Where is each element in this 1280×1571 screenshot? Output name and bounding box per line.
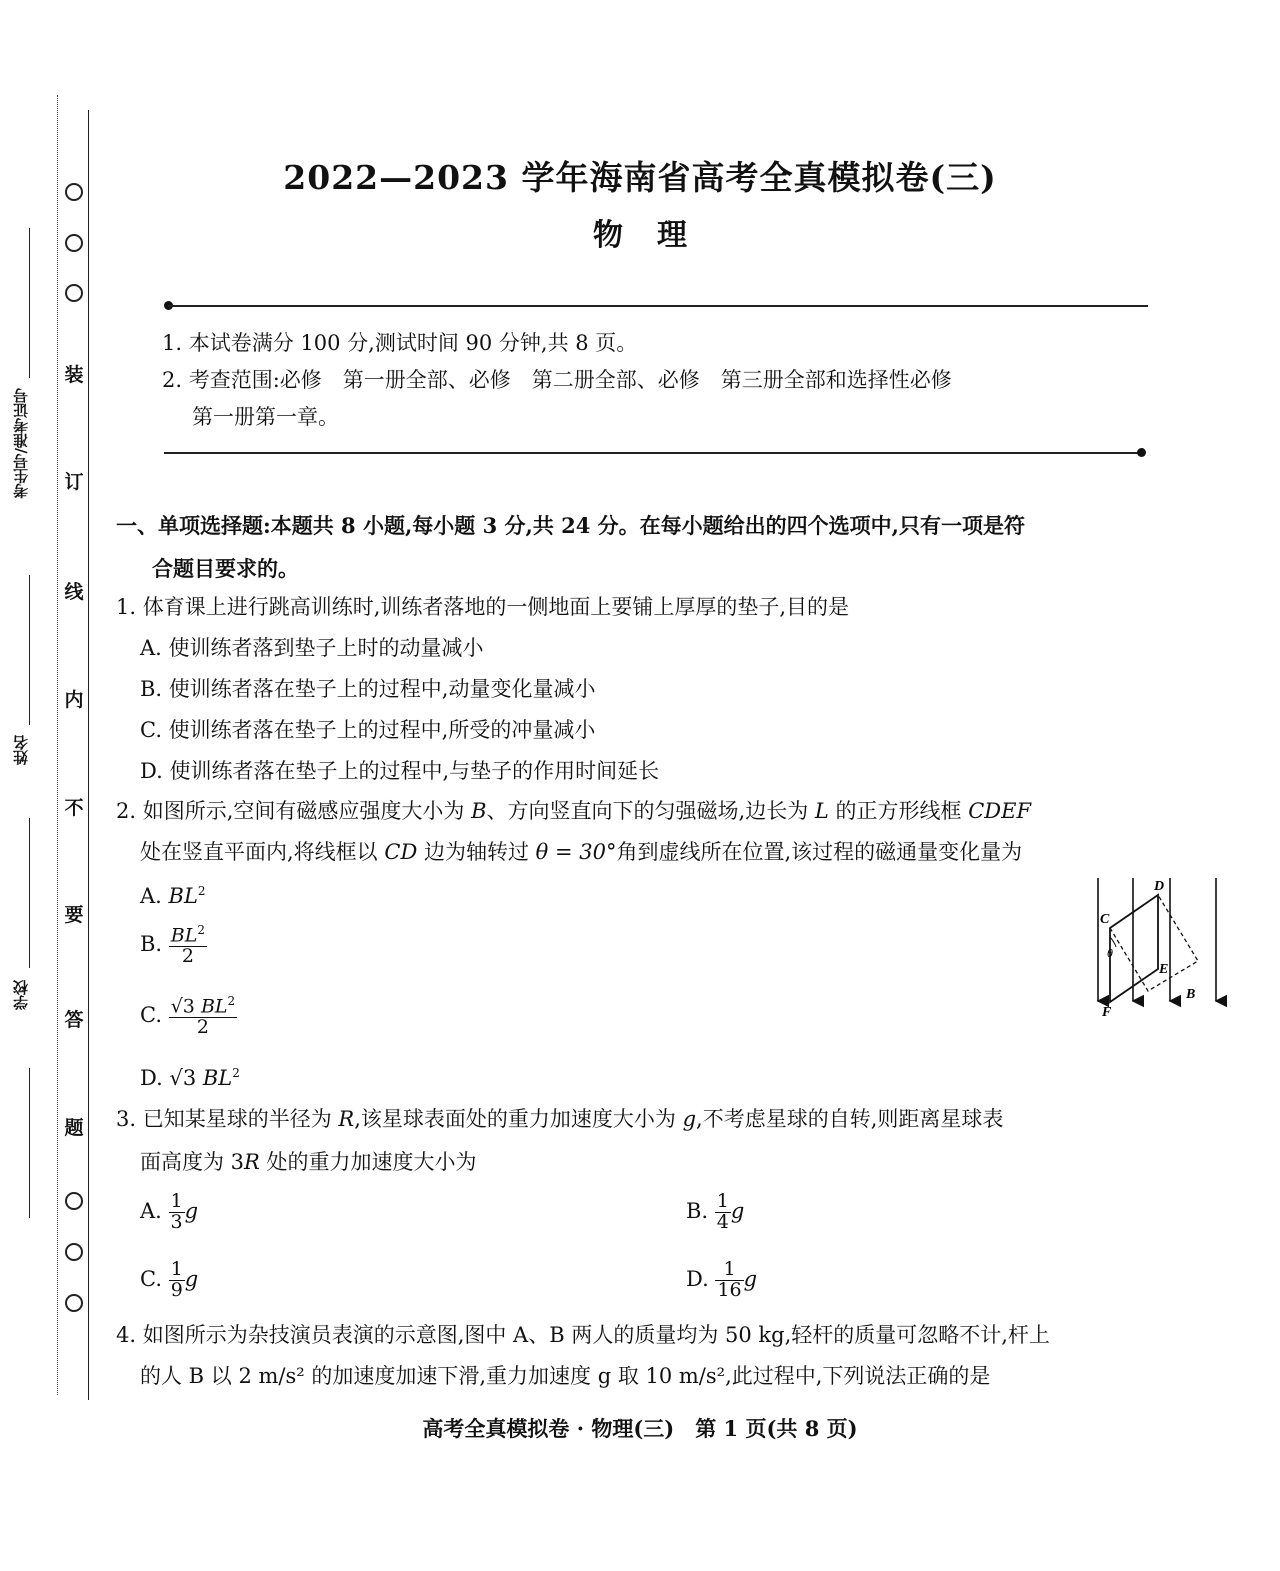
option-b: B. $\frac{BL^2}{2}$	[140, 923, 206, 968]
option-a: A. 使训练者落到垫子上时的动量减小	[140, 636, 484, 660]
exam-number-label: 考生号/准考证号	[12, 388, 30, 499]
question-stem: 的人 B 以 2 m/s² 的加速度加速下滑,重力加速度 g 取 10 m/s²,此过程中,下列说法正确的是	[140, 1364, 991, 1388]
rule-dot	[1137, 448, 1146, 457]
seal-char: 装	[64, 364, 84, 386]
seal-char: 题	[64, 1117, 84, 1139]
option-c: C. $\frac{√3 BL^2}{2}$	[140, 994, 236, 1039]
question-stem: 面高度为 3R 处的重力加速度大小为	[140, 1150, 477, 1174]
magnetic-field-figure	[1088, 873, 1228, 1023]
option-b: B. $\frac{1}{4}$ g	[686, 1190, 745, 1233]
section-heading: 合题目要求的。	[152, 556, 299, 581]
option-c: C. 使训练者落在垫子上的过程中,所受的冲量减小	[140, 718, 596, 742]
top-rule	[168, 305, 1148, 307]
svg-text:B: B	[1186, 987, 1196, 1002]
option-d: D. $\frac{1}{16}$ g	[686, 1258, 758, 1301]
school-blank[interactable]	[29, 818, 30, 968]
svg-text:D: D	[1154, 879, 1165, 894]
page-title: 2022—2023 学年海南省高考全真模拟卷(三)	[283, 158, 997, 197]
question-stem: 3. 已知某星球的半径为 R,该星球表面处的重力加速度大小为 g,不考虑星球的自转,则距离星球表	[116, 1107, 1004, 1131]
seal-char: 线	[64, 581, 84, 603]
binding-ring-icon	[65, 1192, 83, 1210]
option-d: D. 使训练者落在垫子上的过程中,与垫子的作用时间延长	[140, 759, 660, 783]
section-heading: 一、单项选择题:本题共 8 小题,每小题 3 分,共 24 分。在每小题给出的四个选项中,只有一项是符	[116, 513, 1025, 538]
svg-text:F: F	[1102, 1005, 1112, 1020]
svg-text:E: E	[1159, 962, 1169, 977]
school-label: 学校	[12, 980, 30, 1010]
name-blank[interactable]	[29, 575, 30, 725]
seal-char: 订	[64, 471, 84, 493]
seal-char: 要	[64, 904, 84, 926]
page-footer: 高考全真模拟卷 · 物理(三) 第 1 页(共 8 页)	[422, 1416, 858, 1441]
margin-solid-line	[88, 110, 89, 1400]
seal-char: 内	[64, 689, 84, 711]
note-line: 第一册第一章。	[192, 405, 339, 429]
binding-ring-icon	[65, 1243, 83, 1261]
binding-ring-icon	[65, 1294, 83, 1312]
option-a: A. $\frac{1}{3}$ g	[140, 1190, 199, 1233]
question-stem: 处在竖直平面内,将线框以 CD 边为轴转过 θ = 30°角到虚线所在位置,该过程的磁通量变化量为	[140, 840, 1023, 864]
option-b: B. 使训练者落在垫子上的过程中,动量变化量减小	[140, 677, 596, 701]
svg-text:θ: θ	[1107, 946, 1113, 960]
question-stem: 2. 如图所示,空间有磁感应强度大小为 B、方向竖直向下的匀强磁场,边长为 L 的正方形线框 CDEF	[116, 799, 1032, 823]
binding-ring-icon	[65, 284, 83, 302]
subject-title: 物理	[593, 218, 721, 253]
bottom-rule	[164, 452, 1142, 454]
rotated-frame	[1110, 895, 1198, 991]
margin-blank	[29, 1068, 30, 1218]
svg-text:C: C	[1100, 912, 1110, 927]
option-d: D. √3 $BL^2$	[140, 1066, 240, 1090]
question-stem: 4. 如图所示为杂技演员表演的示意图,图中 A、B 两人的质量均为 50 kg,轻杆的质量可忽略不计,杆上	[116, 1323, 1050, 1347]
name-label: 姓名	[12, 735, 30, 765]
margin-dotted-line	[57, 95, 58, 1395]
option-c: C. $\frac{1}{9}$ g	[140, 1258, 199, 1301]
note-line: 1. 本试卷满分 100 分,测试时间 90 分钟,共 8 页。	[162, 331, 638, 355]
seal-char: 答	[64, 1009, 84, 1031]
note-line: 2. 考查范围:必修 第一册全部、必修 第二册全部、必修 第三册全部和选择性必修	[162, 368, 952, 392]
option-a: A. $BL^2$	[140, 884, 206, 908]
question-stem: 1. 体育课上进行跳高训练时,训练者落地的一侧地面上要铺上厚厚的垫子,目的是	[116, 595, 850, 619]
square-frame	[1110, 895, 1158, 1002]
seal-char: 不	[64, 797, 84, 819]
